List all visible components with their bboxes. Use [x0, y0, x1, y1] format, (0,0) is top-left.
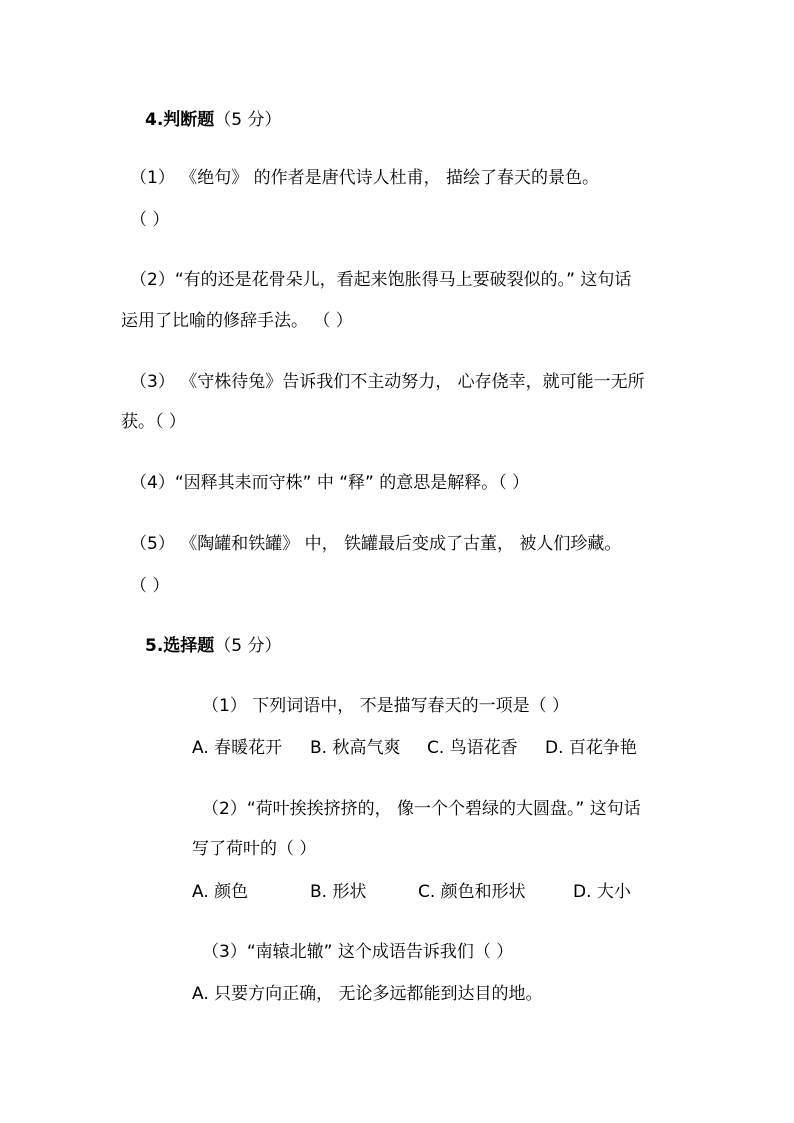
section-4-heading [145, 108, 282, 132]
section-5-heading [145, 634, 282, 658]
choice-q2-option-a: A. 颜色 [192, 882, 249, 902]
choice-q1-option-a: A. 春暖花开 [192, 738, 283, 758]
judge-q3-line1: （3） 《守株待兔》告诉我们不主动努力， 心存侥幸，就可能一无所 [130, 372, 645, 392]
choice-q1-option-d: D. 百花争艳 [545, 738, 637, 758]
judge-q5-answer: （ ） [130, 576, 170, 596]
judge-q2-line1: （2）“有的还是花骨朵儿，看起来饱胀得马上要破裂似的。” 这句话 [130, 270, 632, 290]
judge-q4-line1: （4）“因释其耒而守株” 中 “释” 的意思是解释。（ ） [130, 473, 530, 493]
choice-q2-option-c: C. 颜色和形状 [418, 882, 526, 902]
choice-q2-stem-line1: （2）“荷叶挨挨挤挤的， 像一个个碧绿的大圆盘。” 这句话 [202, 799, 641, 819]
choice-q1-option-c: C. 鸟语花香 [427, 738, 518, 758]
judge-q2-line2: 运用了比喻的修辞手法。 （ ） [121, 311, 353, 331]
choice-q1-stem: （1） 下列词语中， 不是描写春天的一项是（ ） [202, 696, 570, 716]
choice-q2-option-d: D. 大小 [573, 882, 631, 902]
choice-q3-option-a: A. 只要方向正确， 无论多远都能到达目的地。 [192, 984, 543, 1004]
choice-q3-stem: （3）“南辕北辙” 这个成语告诉我们（ ） [202, 942, 514, 962]
judge-q1-answer: （ ） [130, 210, 170, 230]
choice-q2-option-b: B. 形状 [310, 882, 367, 902]
choice-q2-stem-line2: 写了荷叶的（ ） [192, 839, 317, 859]
choice-q1-option-b: B. 秋高气爽 [310, 738, 401, 758]
judge-q1-line1: （1） 《绝句》 的作者是唐代诗人杜甫， 描绘了春天的景色。 [130, 168, 600, 188]
section-4-points: （5 分） [214, 110, 282, 130]
section-4-title: 4.判断题 [145, 110, 215, 130]
judge-q5-line1: （5） 《陶罐和铁罐》 中， 铁罐最后变成了古董， 被人们珍藏。 [130, 534, 622, 554]
judge-q3-line2: 获。（ ） [121, 412, 186, 432]
section-5-title: 5.选择题 [145, 636, 215, 656]
section-5-points: （5 分） [214, 636, 282, 656]
